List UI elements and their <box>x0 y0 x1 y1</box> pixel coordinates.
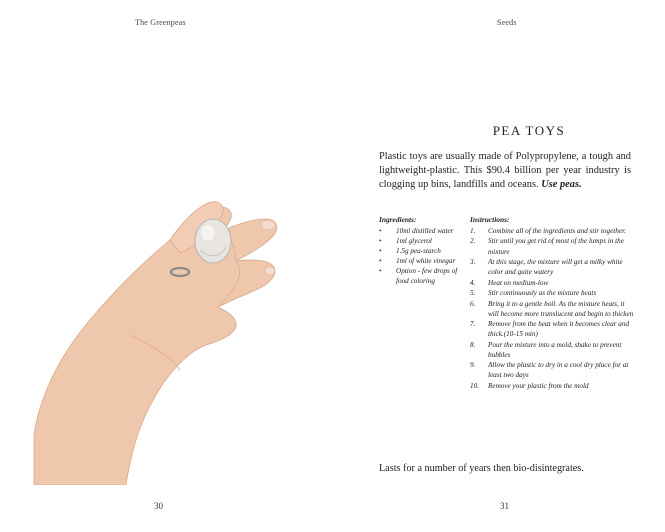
step-text: At this stage, the mixture will get a milky white color and quite watery <box>488 258 623 277</box>
step-text: Pour the mixture into a mold, shake to prevent bubbles <box>488 340 622 359</box>
closing-note: Lasts for a number of years then bio-disintegrates. <box>379 463 584 474</box>
list-item <box>379 266 464 286</box>
instructions-list <box>470 226 635 391</box>
step-number: 10. <box>470 381 479 390</box>
list-item <box>470 278 635 288</box>
list-item <box>470 381 635 391</box>
step-text: Allow the plastic to dry in a cool dry place for at least two days <box>488 361 629 380</box>
ingredient-text: 10ml distilled water <box>396 227 454 235</box>
list-item <box>470 288 635 298</box>
running-head-right: Seeds <box>497 18 517 27</box>
ingredient-text: 1.5g pea-starch <box>396 247 441 255</box>
intro-paragraph <box>379 150 631 192</box>
list-item <box>379 236 464 246</box>
step-number: 5. <box>470 289 476 298</box>
step-text: Remove from the heat when it becomes clear and thick.(10-15 min) <box>488 320 630 339</box>
step-number: 4. <box>470 278 476 287</box>
list-item <box>379 226 464 236</box>
running-head-left: The Greenpeas <box>135 18 186 27</box>
ingredient-text: 1ml glycerol <box>396 237 432 245</box>
step-number: 6. <box>470 299 476 308</box>
page-number-left: 30 <box>154 501 163 511</box>
step-number: 8. <box>470 340 476 349</box>
list-item <box>470 319 635 339</box>
list-item <box>470 299 635 319</box>
hand-holding-pea-plastic-icon <box>30 195 290 485</box>
ingredient-text: 1ml of white vinegar <box>396 257 456 265</box>
step-text: Stir until you get rid of most of the lumps in the mixture <box>488 237 624 256</box>
list-item <box>379 246 464 256</box>
step-number: 7. <box>470 320 476 329</box>
bullet-icon: • <box>379 227 382 235</box>
bullet-icon: • <box>379 247 382 255</box>
intro-text: Plastic toys are usually made of Polypropylene, a tough and lightweight-plastic. This $90.4 billion per year industry is clogging up bins, landfills and oceans. <box>379 151 631 190</box>
list-item <box>470 360 635 380</box>
step-number: 1. <box>470 227 476 235</box>
list-item <box>470 236 635 256</box>
list-item <box>470 257 635 277</box>
step-number: 3. <box>470 258 476 267</box>
step-text: Bring it to a gentle boil. As the mixture heats, it will become more translucent and begin to thicken <box>488 299 634 318</box>
step-number: 9. <box>470 361 476 370</box>
right-page <box>332 0 665 532</box>
left-page <box>0 0 332 532</box>
step-text: Heat on medium-low <box>488 278 549 287</box>
step-text: Combine all of the ingredients and stir together. <box>488 227 626 235</box>
instructions-heading: Instructions: <box>470 215 510 224</box>
page-title: PEA TOYS <box>492 123 566 138</box>
step-text: Remove your plastic from the mold <box>488 381 589 390</box>
step-number: 2. <box>470 237 476 246</box>
bullet-icon: • <box>379 267 382 275</box>
list-item <box>379 256 464 266</box>
ingredients-heading: Ingredients: <box>379 215 417 224</box>
ingredients-list <box>379 226 464 286</box>
list-item <box>470 226 635 236</box>
bullet-icon: • <box>379 257 382 265</box>
page-number-right: 31 <box>500 501 509 511</box>
intro-cta: Use peas. <box>541 179 582 190</box>
bullet-icon: • <box>379 237 382 245</box>
step-text: Stir continuously as the mixture heats <box>488 289 597 298</box>
ingredient-text: Option - few drops of food coloring <box>396 267 458 285</box>
list-item <box>470 340 635 360</box>
